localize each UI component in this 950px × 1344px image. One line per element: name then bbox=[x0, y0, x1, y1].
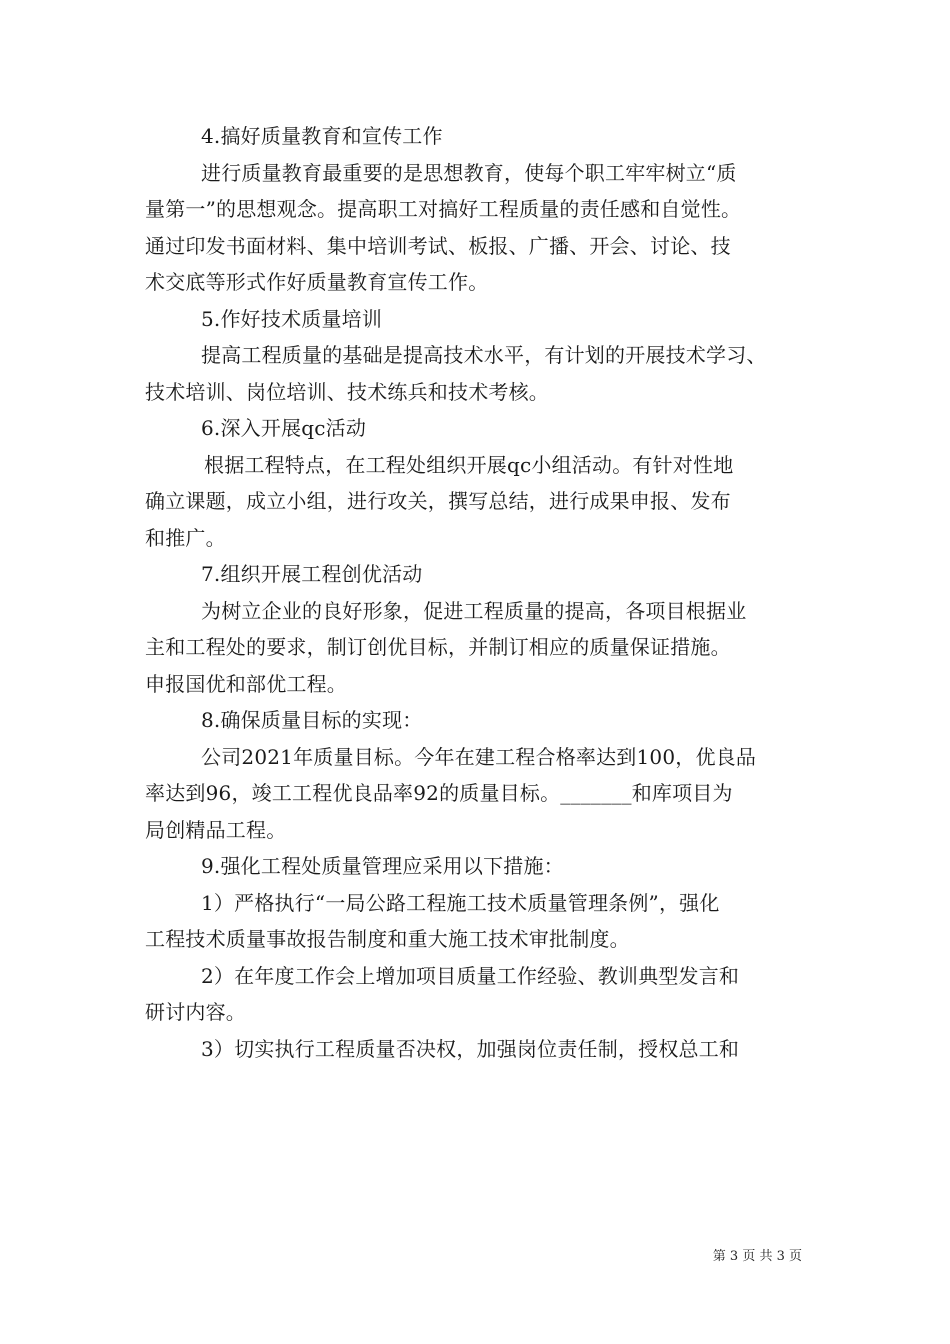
text-line: 3）切实执行工程质量否决权，加强岗位责任制，授权总工和 bbox=[201, 1036, 740, 1061]
text-line: 9.强化工程处质量管理应采用以下措施： bbox=[201, 854, 564, 878]
text-line: 率达到96，竣工工程优良品率92的质量目标。_______和库项目为 bbox=[145, 781, 733, 805]
text-line: 工程技术质量事故报告制度和重大施工技术审批制度。 bbox=[145, 927, 630, 951]
text-line: 进行质量教育最重要的是思想教育，使每个职工牢牢树立“质 bbox=[201, 160, 737, 185]
text-line: 研讨内容。 bbox=[145, 1000, 246, 1024]
text-line: 为树立企业的良好形象，促进工程质量的提高，各项目根据业 bbox=[201, 598, 747, 623]
text-line: 5.作好技术质量培训 bbox=[201, 306, 383, 331]
text-line: 6.深入开展qc活动 bbox=[201, 416, 367, 440]
text-line: 和推广。 bbox=[145, 525, 226, 550]
text-line: 7.组织开展工程创优活动 bbox=[201, 562, 423, 586]
text-line: 通过印发书面材料、集中培训考试、板报、广播、开会、讨论、技 bbox=[145, 233, 731, 258]
text-line: 提高工程质量的基础是提高技术水平，有计划的开展技术学习、 bbox=[201, 343, 767, 367]
text-line: 申报国优和部优工程。 bbox=[145, 671, 347, 696]
text-line: 局创精品工程。 bbox=[145, 817, 287, 842]
text-line: 1）严格执行“一局公路工程施工技术质量管理条例”，强化 bbox=[201, 890, 720, 915]
page-footer: 第 3 页 共 3 页 bbox=[712, 1249, 802, 1264]
text-line: 主和工程处的要求，制订创优目标，并制订相应的质量保证措施。 bbox=[145, 635, 731, 659]
text-line: 4.搞好质量教育和宣传工作 bbox=[201, 124, 443, 148]
text-line: 根据工程特点，在工程处组织开展qc小组活动。有针对性地 bbox=[204, 452, 734, 477]
text-line: 量第一”的思想观念。提高职工对搞好工程质量的责任感和自觉性。 bbox=[145, 197, 742, 221]
text-line: 技术培训、岗位培训、技术练兵和技术考核。 bbox=[145, 379, 549, 404]
text-line: 术交底等形式作好质量教育宣传工作。 bbox=[145, 270, 489, 294]
text-line: 2）在年度工作会上增加项目质量工作经验、教训典型发言和 bbox=[201, 963, 740, 988]
text-line: 8.确保质量目标的实现： bbox=[201, 708, 423, 732]
text-line: 公司2021年质量目标。今年在建工程合格率达到100，优良品 bbox=[201, 744, 757, 769]
document-body bbox=[145, 118, 815, 1067]
text-line: 确立课题，成立小组，进行攻关，撰写总结，进行成果申报、发布 bbox=[145, 489, 731, 513]
